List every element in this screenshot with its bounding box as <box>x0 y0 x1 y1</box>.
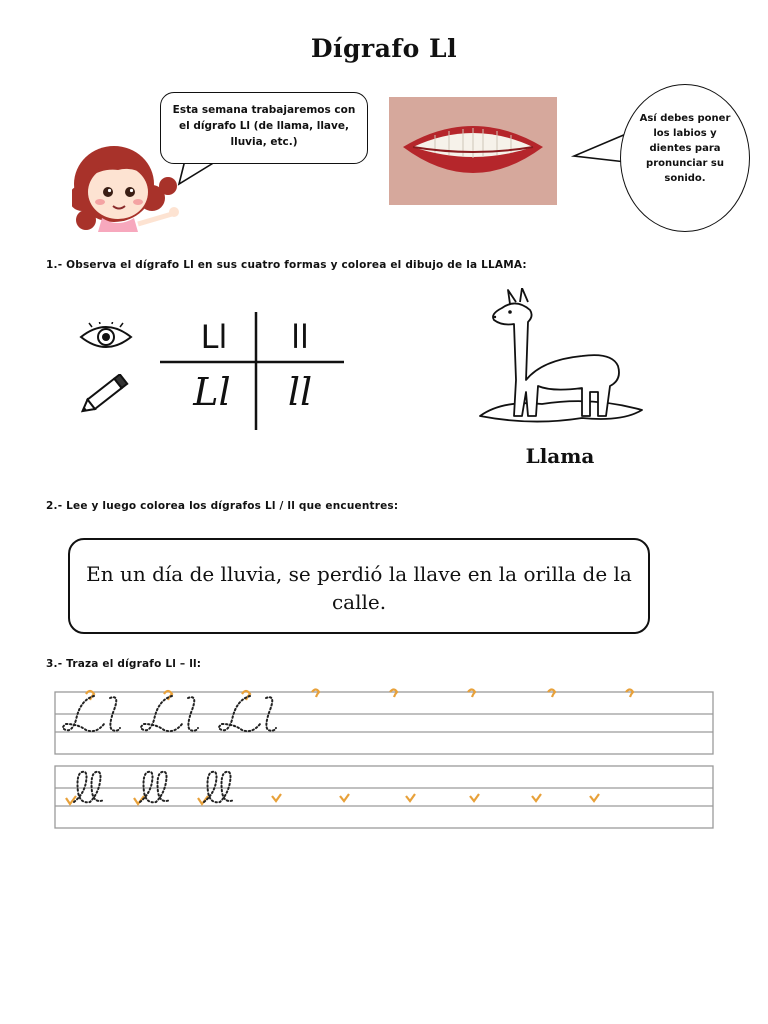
reading-sentence: En un día de lluvia, se perdió la llave en la orilla de la calle. <box>68 538 650 634</box>
eye-icon <box>78 322 134 352</box>
pronunciation-bubble: Así debes poner los labios y dientes para pronunciar su sonido. <box>620 84 750 232</box>
speech-bubble: Esta semana trabajaremos con el dígrafo Ll (de llama, llave, lluvia, etc.) <box>160 92 368 164</box>
form-print-lower: ll <box>291 318 309 356</box>
page-title: Dígrafo Ll <box>310 34 458 63</box>
form-cursive-lower: ll <box>287 370 313 414</box>
llama-drawing <box>472 288 648 430</box>
form-print-upper: Ll <box>200 318 228 356</box>
llama-label: Llama <box>525 444 595 468</box>
activity3-instruction: 3.- Traza el dígrafo Ll – ll: <box>46 658 202 670</box>
activity1-instruction: 1.- Observa el dígrafo Ll en sus cuatro formas y colorea el dibujo de la LLAMA: <box>46 259 527 271</box>
form-cursive-upper: Ll <box>193 370 231 414</box>
trace-letters <box>54 684 716 834</box>
activity2-instruction: 2.- Lee y luego colorea los dígrafos Ll / ll que encuentres: <box>46 500 399 512</box>
mouth-photo <box>389 97 557 205</box>
pencil-icon <box>80 374 132 414</box>
